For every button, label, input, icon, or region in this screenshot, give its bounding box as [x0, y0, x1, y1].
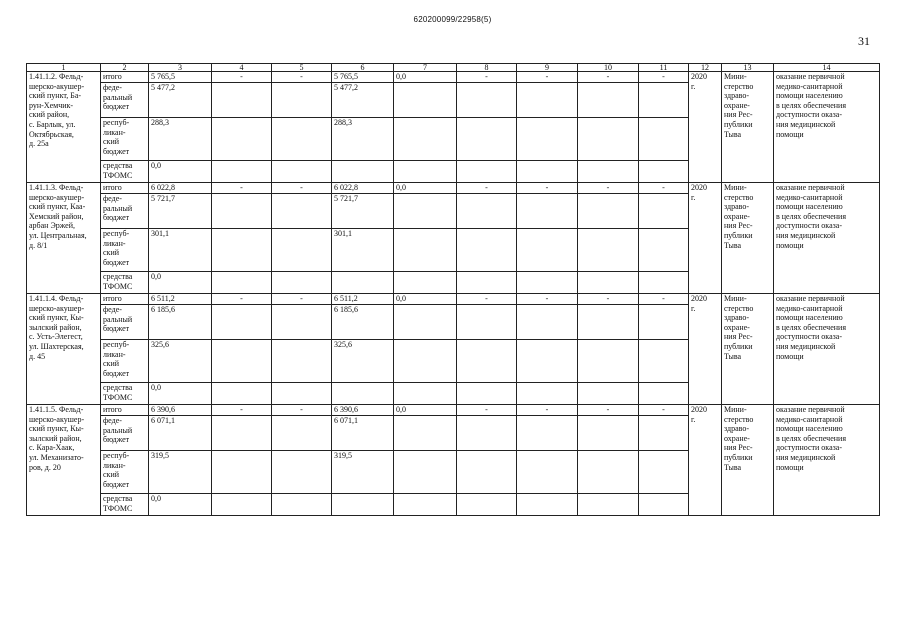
empty-cell [394, 83, 457, 118]
total-value: 5 765,5 [149, 72, 212, 83]
column-number: 14 [774, 64, 880, 72]
empty-cell [272, 229, 332, 272]
empty-cell [578, 416, 639, 451]
tfoms-value: 0,0 [149, 161, 212, 183]
total-value: - [517, 405, 578, 416]
empty-cell [639, 340, 689, 383]
purpose-cell: оказание первичной медико-санитарной помощи населению в целях обеспечения доступности оказа- ния медицинской помощи [774, 183, 880, 294]
column-number: 10 [578, 64, 639, 72]
federal-value: 6 071,1 [149, 416, 212, 451]
empty-cell [457, 272, 517, 294]
empty-cell [332, 161, 394, 183]
row-label-tfoms: средства ТФОМС [101, 161, 149, 183]
empty-cell [394, 272, 457, 294]
empty-cell [457, 416, 517, 451]
empty-cell [639, 83, 689, 118]
total-value: - [639, 72, 689, 83]
year-cell: 2020 г. [689, 183, 722, 294]
republican-value: 319,5 [332, 451, 394, 494]
empty-cell [639, 118, 689, 161]
column-number: 12 [689, 64, 722, 72]
empty-cell [639, 305, 689, 340]
total-value: - [457, 405, 517, 416]
federal-value: 5 477,2 [149, 83, 212, 118]
table-row [27, 294, 880, 305]
total-value: 6 390,6 [332, 405, 394, 416]
year-cell: 2020 г. [689, 405, 722, 516]
empty-cell [332, 494, 394, 516]
empty-cell [457, 118, 517, 161]
year-cell: 2020 г. [689, 72, 722, 183]
total-value: - [272, 405, 332, 416]
ministry-cell: Мини- стерство здраво- охране- ния Рес- публики Тыва [722, 294, 774, 405]
empty-cell [332, 383, 394, 405]
empty-cell [212, 305, 272, 340]
empty-cell [639, 194, 689, 229]
total-value: - [578, 72, 639, 83]
empty-cell [457, 451, 517, 494]
empty-cell [457, 305, 517, 340]
column-number-row [27, 64, 880, 72]
empty-cell [639, 161, 689, 183]
object-title: 1.41.1.2. Фельд- шерско-акушер- ский пункт, Ба- рун-Хемчик- ский район, с. Барлык, ул. Октябрьская, д. 25а [27, 72, 101, 183]
empty-cell [394, 451, 457, 494]
purpose-cell: оказание первичной медико-санитарной помощи населению в целях обеспечения доступности оказа- ния медицинской помощи [774, 72, 880, 183]
total-value: 6 390,6 [149, 405, 212, 416]
column-number: 2 [101, 64, 149, 72]
empty-cell [578, 118, 639, 161]
empty-cell [212, 340, 272, 383]
row-label-tfoms: средства ТФОМС [101, 383, 149, 405]
total-value: - [212, 183, 272, 194]
total-value: 0,0 [394, 405, 457, 416]
tfoms-value: 0,0 [149, 494, 212, 516]
total-value: - [212, 294, 272, 305]
row-label-total: итого [101, 72, 149, 83]
column-number: 7 [394, 64, 457, 72]
empty-cell [578, 451, 639, 494]
empty-cell [517, 305, 578, 340]
federal-value: 6 185,6 [149, 305, 212, 340]
empty-cell [212, 229, 272, 272]
table-row [27, 183, 880, 194]
total-value: - [457, 294, 517, 305]
empty-cell [394, 305, 457, 340]
row-label-total: итого [101, 405, 149, 416]
empty-cell [212, 451, 272, 494]
empty-cell [517, 272, 578, 294]
total-value: 0,0 [394, 183, 457, 194]
federal-value: 5 721,7 [332, 194, 394, 229]
empty-cell [272, 83, 332, 118]
empty-cell [394, 383, 457, 405]
program-table [26, 63, 880, 516]
total-value: - [457, 72, 517, 83]
page-number: 31 [858, 34, 870, 48]
empty-cell [578, 161, 639, 183]
column-number: 8 [457, 64, 517, 72]
republican-value: 301,1 [332, 229, 394, 272]
object-title: 1.41.1.5. Фельд- шерско-акушер- ский пункт, Кы- зылский район, с. Кара-Хаак, ул. Механизато- ров, д. 20 [27, 405, 101, 516]
total-value: - [517, 72, 578, 83]
empty-cell [457, 229, 517, 272]
empty-cell [578, 305, 639, 340]
tfoms-value: 0,0 [149, 272, 212, 294]
row-label-republican: респуб- ликан- ский бюджет [101, 229, 149, 272]
empty-cell [639, 383, 689, 405]
empty-cell [517, 118, 578, 161]
total-value: 6 511,2 [332, 294, 394, 305]
empty-cell [639, 416, 689, 451]
total-value: - [517, 294, 578, 305]
republican-value: 288,3 [332, 118, 394, 161]
empty-cell [394, 340, 457, 383]
row-label-federal: феде- ральный бюджет [101, 305, 149, 340]
empty-cell [517, 383, 578, 405]
empty-cell [578, 494, 639, 516]
empty-cell [394, 194, 457, 229]
ministry-cell: Мини- стерство здраво- охране- ния Рес- публики Тыва [722, 405, 774, 516]
empty-cell [517, 340, 578, 383]
empty-cell [272, 161, 332, 183]
empty-cell [457, 340, 517, 383]
column-number: 3 [149, 64, 212, 72]
row-label-total: итого [101, 294, 149, 305]
total-value: - [272, 72, 332, 83]
empty-cell [272, 118, 332, 161]
row-label-federal: феде- ральный бюджет [101, 83, 149, 118]
row-label-total: итого [101, 183, 149, 194]
column-number: 11 [639, 64, 689, 72]
total-value: 0,0 [394, 72, 457, 83]
empty-cell [212, 494, 272, 516]
empty-cell [517, 83, 578, 118]
total-value: 6 511,2 [149, 294, 212, 305]
empty-cell [457, 83, 517, 118]
purpose-cell: оказание первичной медико-санитарной помощи населению в целях обеспечения доступности оказа- ния медицинской помощи [774, 405, 880, 516]
total-value: - [639, 405, 689, 416]
column-number: 4 [212, 64, 272, 72]
republican-value: 325,6 [149, 340, 212, 383]
empty-cell [639, 229, 689, 272]
total-value: 0,0 [394, 294, 457, 305]
row-label-republican: респуб- ликан- ский бюджет [101, 118, 149, 161]
empty-cell [272, 451, 332, 494]
federal-value: 5 477,2 [332, 83, 394, 118]
row-label-republican: респуб- ликан- ский бюджет [101, 451, 149, 494]
empty-cell [212, 161, 272, 183]
total-value: 6 022,8 [149, 183, 212, 194]
row-label-federal: феде- ральный бюджет [101, 416, 149, 451]
federal-value: 5 721,7 [149, 194, 212, 229]
total-value: 6 022,8 [332, 183, 394, 194]
empty-cell [517, 494, 578, 516]
empty-cell [272, 494, 332, 516]
federal-value: 6 071,1 [332, 416, 394, 451]
empty-cell [639, 272, 689, 294]
empty-cell [517, 451, 578, 494]
table-row [27, 72, 880, 83]
empty-cell [272, 383, 332, 405]
total-value: - [578, 294, 639, 305]
empty-cell [394, 161, 457, 183]
empty-cell [457, 161, 517, 183]
empty-cell [517, 229, 578, 272]
row-label-tfoms: средства ТФОМС [101, 494, 149, 516]
column-number: 6 [332, 64, 394, 72]
empty-cell [578, 383, 639, 405]
empty-cell [394, 118, 457, 161]
empty-cell [212, 416, 272, 451]
empty-cell [517, 194, 578, 229]
total-value: - [212, 72, 272, 83]
empty-cell [394, 229, 457, 272]
empty-cell [578, 229, 639, 272]
empty-cell [272, 305, 332, 340]
republican-value: 319,5 [149, 451, 212, 494]
republican-value: 325,6 [332, 340, 394, 383]
empty-cell [212, 83, 272, 118]
republican-value: 301,1 [149, 229, 212, 272]
empty-cell [394, 494, 457, 516]
document-id: 620200099/22958(5) [413, 15, 492, 24]
empty-cell [639, 451, 689, 494]
total-value: - [272, 183, 332, 194]
object-title: 1.41.1.3. Фельд- шерско-акушер- ский пункт, Каа- Хемский район, арбан Эржей, ул. Центральная, д. 8/1 [27, 183, 101, 294]
empty-cell [332, 272, 394, 294]
empty-cell [578, 83, 639, 118]
empty-cell [517, 416, 578, 451]
federal-value: 6 185,6 [332, 305, 394, 340]
ministry-cell: Мини- стерство здраво- охране- ния Рес- публики Тыва [722, 183, 774, 294]
empty-cell [457, 383, 517, 405]
republican-value: 288,3 [149, 118, 212, 161]
empty-cell [212, 118, 272, 161]
empty-cell [272, 416, 332, 451]
empty-cell [457, 194, 517, 229]
empty-cell [272, 272, 332, 294]
column-number: 13 [722, 64, 774, 72]
total-value: - [639, 294, 689, 305]
total-value: - [457, 183, 517, 194]
total-value: - [578, 183, 639, 194]
empty-cell [639, 494, 689, 516]
empty-cell [517, 161, 578, 183]
column-number: 9 [517, 64, 578, 72]
empty-cell [578, 194, 639, 229]
empty-cell [394, 416, 457, 451]
total-value: 5 765,5 [332, 72, 394, 83]
purpose-cell: оказание первичной медико-санитарной помощи населению в целях обеспечения доступности оказа- ния медицинской помощи [774, 294, 880, 405]
tfoms-value: 0,0 [149, 383, 212, 405]
empty-cell [212, 194, 272, 229]
total-value: - [517, 183, 578, 194]
empty-cell [578, 340, 639, 383]
row-label-republican: респуб- ликан- ский бюджет [101, 340, 149, 383]
object-title: 1.41.1.4. Фельд- шерско-акушер- ский пункт, Кы- зылский район, с. Усть-Элегест, ул. Шахтерская, д. 45 [27, 294, 101, 405]
empty-cell [212, 272, 272, 294]
empty-cell [457, 494, 517, 516]
total-value: - [639, 183, 689, 194]
column-number: 5 [272, 64, 332, 72]
empty-cell [212, 383, 272, 405]
total-value: - [578, 405, 639, 416]
ministry-cell: Мини- стерство здраво- охране- ния Рес- публики Тыва [722, 72, 774, 183]
year-cell: 2020 г. [689, 294, 722, 405]
total-value: - [212, 405, 272, 416]
table-row [27, 405, 880, 416]
empty-cell [272, 340, 332, 383]
row-label-tfoms: средства ТФОМС [101, 272, 149, 294]
empty-cell [272, 194, 332, 229]
column-number: 1 [27, 64, 101, 72]
total-value: - [272, 294, 332, 305]
row-label-federal: феде- ральный бюджет [101, 194, 149, 229]
empty-cell [578, 272, 639, 294]
